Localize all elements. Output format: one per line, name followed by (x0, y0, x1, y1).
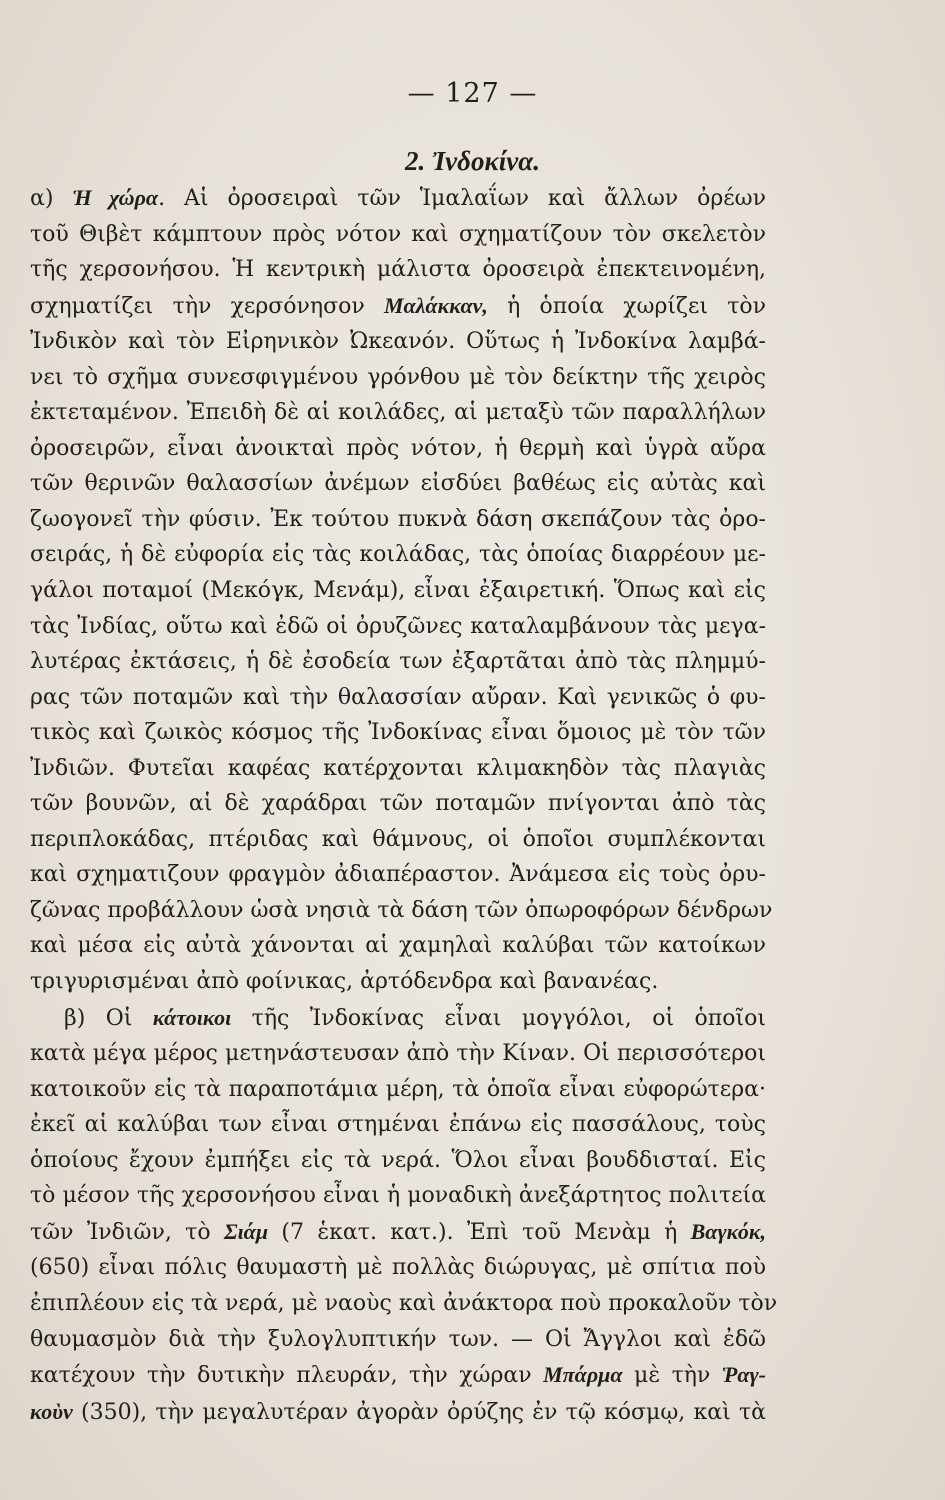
text-line: κατὰ μέγα μέρος μετηνάστευσαν ἀπὸ τὴν Κίναν. Οἱ περισσότεροι (30, 1041, 766, 1067)
text-line: κατέχουν τὴν δυτικὴν πλευράν, τὴν χώραν Μπάρμα μὲ τὴν Ῥαγ- (30, 1362, 766, 1389)
text-line: ἐκτεταμένον. Ἐπειδὴ δὲ αἱ κοιλάδες, αἱ μεταξὺ τῶν παραλλήλων (30, 400, 766, 426)
emphasis: Μπάρμα (543, 1362, 623, 1388)
text-line: τῆς χερσονήσου. Ἡ κεντρικὴ μάλιστα ὀροσειρὰ ἐπεκτεινομένη, (30, 257, 766, 283)
text-line: σχηματίζει τὴν χερσόνησον Μαλάκκαν, ἡ ὁποία χωρίζει τὸν (30, 292, 767, 319)
text-line: ὁποίους ἔχουν ἐμπήξει εἰς τὰ νερά. Ὅλοι εἶναι βουδδισταί. Εἰς (30, 1147, 766, 1173)
body-text (30, 180, 778, 1430)
text-line: τὸ μέσον τῆς χερσονήσου εἶναι ἡ μοναδικὴ ἀνεξάρτητος πολιτεία (30, 1183, 766, 1209)
text-line: α) Ἡ χώρα. Αἱ ὀροσειραὶ τῶν Ἱμαλαΐων καὶ ἄλλων ὀρέων (30, 185, 766, 211)
text-line: τῶν θερινῶν θαλασσίων ἀνέμων εἰσδύει βαθέως εἰς αὐτὰς καὶ (30, 471, 766, 497)
text-line: ὀροσειρῶν, εἶναι ἀνοικταὶ πρὸς νότον, ἡ θερμὴ καὶ ὑγρὰ αὔρα (30, 435, 766, 461)
text-line: ρας τῶν ποταμῶν καὶ τὴν θαλασσίαν αὔραν. Καὶ γενικῶς ὁ φυ- (30, 684, 766, 710)
emphasis: Βαγκόκ, (690, 1218, 766, 1244)
text-line: τικὸς καὶ ζωικὸς κόσμος τῆς Ἰνδοκίνας εἶναι ὅμοιος μὲ τὸν τῶν (30, 720, 766, 746)
text-line: κατοικοῦν εἰς τὰ παραποτάμια μέρη, τὰ ὁποῖα εἶναι εὐφορώτερα· (30, 1076, 766, 1102)
text-line: Ἰνδιῶν. Φυτεῖαι καφέας κατέρχονται κλιμακηδὸν τὰς πλαγιὰς (30, 755, 766, 781)
text-line: λυτέρας ἐκτάσεις, ἡ δὲ ἐσοδεία των ἐξαρτᾶται ἀπὸ τὰς πλημμύ- (30, 649, 766, 675)
text-line: τὰς Ἰνδίας, οὕτω καὶ ἐδῶ οἱ ὀρυζῶνες καταλαμβάνουν τὰς μεγα- (30, 613, 766, 639)
emphasis: Μαλάκκαν, (383, 292, 488, 318)
text-line: σειράς, ἡ δὲ εὐφορία εἰς τὰς κοιλάδας, τὰς ὁποίας διαρρέουν με- (30, 542, 766, 568)
emphasis: Ῥαγ- (721, 1362, 766, 1388)
text-line: τριγυρισμέναι ἀπὸ φοίνικας, ἀρτόδενδρα καὶ βανανέας. (30, 969, 659, 995)
text-line: ἐπιπλέουν εἰς τὰ νερά, μὲ ναοὺς καὶ ἀνάκτορα ποὺ προκαλοῦν τὸν (30, 1290, 778, 1316)
text-line: (650) εἶναι πόλις θαυμαστὴ μὲ πολλὰς διώρυγας, μὲ σπίτια ποὺ (30, 1255, 766, 1281)
text-line: Ἰνδικὸν καὶ τὸν Εἰρηνικὸν Ὠκεανόν. Οὕτως ἡ Ἰνδοκίνα λαμβά- (30, 329, 766, 355)
text-line: περιπλοκάδας, πτέριδας καὶ θάμνους, οἱ ὁποῖοι συμπλέκονται (30, 826, 766, 852)
text-line: β) Οἱ κάτοικοι τῆς Ἰνδοκίνας εἶναι μογγόλοι, οἱ ὁποῖοι (64, 1004, 766, 1031)
text-line: νει τὸ σχῆμα συνεσφιγμένου γρόνθου μὲ τὸν δείκτην τῆς χειρὸς (30, 364, 766, 390)
emphasis: Ἡ χώρα (72, 185, 159, 210)
text-line: τῶν Ἰνδιῶν, τὸ Σιάμ (7 ἑκατ. κατ.). Ἐπὶ τοῦ Μενὰμ ἡ Βαγκόκ, (30, 1218, 766, 1245)
text-line: καὶ σχηματιζουν φραγμὸν ἀδιαπέραστον. Ἀνάμεσα εἰς τοὺς ὀρυ- (30, 862, 766, 888)
text-line: θαυμασμὸν διὰ τὴν ξυλογλυπτικήν των. — Οἱ Ἄγγλοι καὶ ἐδῶ (30, 1326, 766, 1352)
page-number: — 127 — (407, 78, 538, 109)
text-line: καὶ μέσα εἰς αὐτὰ χάνονται αἱ χαμηλαὶ καλύβαι τῶν κατοίκων (30, 933, 766, 959)
text-line: κοὺν (350), τὴν μεγαλυτέραν ἀγορὰν ὀρύζης ἐν τῷ κόσμῳ, καὶ τὰ (30, 1398, 766, 1425)
text-line: ζῶνας προβάλλουν ὡσὰ νησιὰ τὰ δάση τῶν ὀπωροφόρων δένδρων (30, 897, 773, 923)
emphasis: κάτοικοι (152, 1004, 232, 1030)
emphasis: κοὺν (30, 1398, 73, 1424)
text-line: τῶν βουνῶν, αἱ δὲ χαράδραι τῶν ποταμῶν πνίγονται ἀπὸ τὰς (30, 791, 766, 817)
chapter-title: 2. Ἰνδοκίνα. (405, 146, 540, 176)
text-line: τοῦ Θιβὲτ κάμπτουν πρὸς νότον καὶ σχηματίζουν τὸν σκελετὸν (30, 221, 766, 247)
emphasis: Σιάμ (223, 1218, 269, 1244)
text-line: γάλοι ποταμοί (Μεκόγκ, Μενάμ), εἶναι ἐξαιρετική. Ὅπως καὶ εἰς (30, 578, 766, 604)
text-line: ζωογονεῖ τὴν φύσιν. Ἐκ τούτου πυκνὰ δάση σκεπάζουν τὰς ὀρο- (30, 506, 766, 532)
text-line: ἐκεῖ αἱ καλύβαι των εἶναι στημέναι ἐπάνω εἰς πασσάλους, τοὺς (30, 1112, 766, 1138)
